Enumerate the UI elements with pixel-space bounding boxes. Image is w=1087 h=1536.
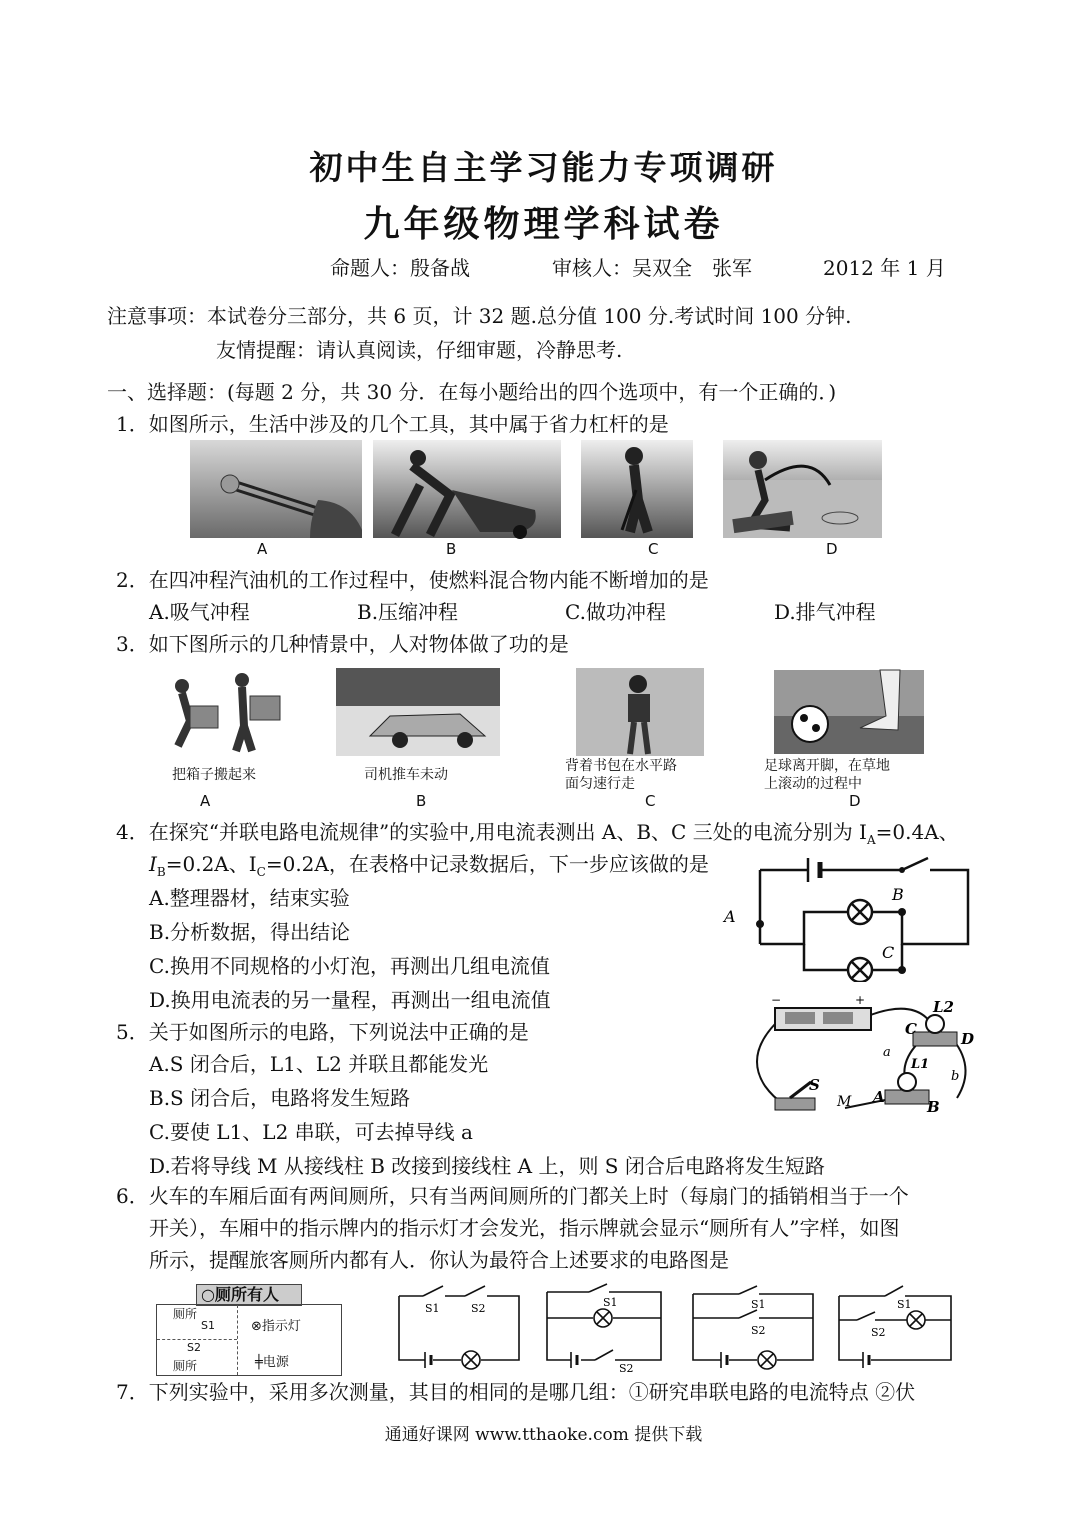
q4-circuit-label-b: B [892,885,904,904]
q6-line1: 6．火车的车厢后面有两间厕所，只有当两间厕所的门都关上时（每扇门的插销相当于一个 [116,1184,909,1208]
q6-battery-icon: ╪ [255,1355,263,1370]
q4-option-a: A.整理器材，结束实验 [149,886,350,910]
q4-value-c: =0.2A，在表格中记录数据后，下一步应该做的是 [265,852,709,876]
q3-label-d: D [849,792,861,810]
q6-sign-label-s2: S2 [187,1341,201,1354]
notice-line1: 注意事项：本试卷分三部分，共 6 页，计 32 题.总分值 100 分.考试时间 100 分钟. [107,304,852,328]
q3-caption-d1: 足球离开脚，在草地 [764,758,890,774]
section-heading: 一、选择题：(每题 2 分，共 30 分．在每小题给出的四个选项中，有一个正确的．) [107,380,837,404]
q4-i-letter: I [149,852,157,876]
q6-circuit-options [395,1282,955,1374]
q5-option-b: B.S 闭合后，电路将发生短路 [149,1086,411,1110]
q4-value-a: =0.4A、 [875,820,959,844]
q4-stem-text: 4．在探究“并联电路电流规律”的实验中,用电流表测出 A、B、C 三处的电流分别为 I [116,820,867,844]
q5-label-l2: L2 [933,998,954,1016]
exam-title-line1: 初中生自主学习能力专项调研 [309,148,778,187]
q1-label-a: A [257,540,268,558]
q4-stem-line1 [116,816,959,847]
q4-sub-a: A [866,833,876,847]
q4-option-d: D.换用电流表的另一量程，再测出一组电流值 [149,988,551,1012]
q5-option-a: A.S 闭合后，L1、L2 并联且都能发光 [149,1052,489,1076]
q3-scenes-image [160,666,930,758]
q2-option-d: D.排气冲程 [774,600,876,624]
q6-c-s2: S2 [751,1324,766,1337]
q5-label-c: C [905,1020,917,1038]
q6-sign-title-text: 厕所有人 [214,1285,279,1304]
q2-option-b: B.压缩冲程 [357,600,459,624]
q5-label-m: M [837,1094,852,1110]
q2-stem: 2．在四冲程汽油机的工作过程中，使燃料混合物内能不断增加的是 [116,568,709,592]
q5-label-terminal-a: A [873,1088,885,1106]
q6-sign-lamp-label: 指示灯 [261,1319,301,1334]
q4-sub-b: B [156,865,166,879]
q5-label-minus: − [771,996,782,1007]
q1-label-c: C [648,540,659,558]
q2-option-a: A.吸气冲程 [149,600,250,624]
page-footer: 通通好课网 www.tthaoke.com 提供下载 [384,1425,703,1445]
q3-stem: 3．如下图所示的几种情景中，人对物体做了功的是 [116,632,569,656]
q6-sign-circle-icon: ○ [201,1285,215,1304]
q6-sign-label-s1: S1 [201,1319,215,1332]
exam-date: 2012 年 1 月 [823,256,946,280]
q3-label-c: C [645,792,656,810]
q3-label-a: A [200,792,211,810]
q6-sign-lamp [251,1315,301,1334]
q3-caption-b: 司机推车未动 [364,767,448,783]
q5-option-d: D.若将导线 M 从接线柱 B 改接到接线柱 A 上，则 S 闭合后电路将发生短路 [149,1154,825,1178]
q3-caption-c2: 面匀速行走 [565,776,635,792]
q5-option-c: C.要使 L1、L2 串联，可去掉导线 a [149,1120,473,1144]
q6-line2: 开关），车厢中的指示牌内的指示灯才会发光，指示牌就会显示“厕所有人”字样，如图 [149,1216,900,1240]
q4-circuit-label-a: A [724,907,736,926]
q2-option-c: C.做功冲程 [565,600,666,624]
q5-label-plus: + [855,996,866,1007]
q4-stem-line2 [149,848,709,879]
q6-c-s1: S1 [751,1298,766,1311]
q6-a-s1: S1 [425,1302,440,1315]
q6-b-s1: S1 [603,1296,618,1309]
q6-b-s2: S2 [619,1362,634,1374]
q5-label-terminal-b: B [927,1098,940,1116]
q6-sign-label-toilet1: 厕所 [173,1307,198,1321]
exam-title-line2: 九年级物理学科试卷 [363,203,724,245]
q4-option-c: C.换用不同规格的小灯泡，再测出几组电流值 [149,954,550,978]
q1-stem: 1．如图所示，生活中涉及的几个工具，其中属于省力杠杆的是 [116,412,669,436]
q3-caption-c1: 背着书包在水平路 [565,758,677,774]
reviewer: 审核人：吴双全 张军 [552,256,752,280]
q6-sign-title [196,1284,302,1306]
q3-caption-a: 把箱子搬起来 [172,767,256,783]
q5-label-l1: L1 [911,1057,930,1072]
q6-a-s2: S2 [471,1302,486,1315]
q7-stem: 7．下列实验中，采用多次测量，其目的相同的是哪几组：①研究串联电路的电流特点 ②伏 [116,1380,916,1404]
q3-caption-d2: 上滚动的过程中 [764,776,862,792]
q1-label-d: D [826,540,838,558]
q5-label-wire-a: a [883,1045,891,1060]
q3-label-b: B [416,792,427,810]
q4-sub-c: C [256,865,266,879]
q4-value-b: =0.2A、I [165,852,257,876]
q4-option-b: B.分析数据，得出结论 [149,920,351,944]
q6-lamp-icon: ⊗ [251,1319,262,1334]
q5-stem: 5．关于如图所示的电路，下列说法中正确的是 [116,1020,529,1044]
q6-d-s1: S1 [897,1298,912,1311]
q4-circuit-label-c: C [882,943,895,962]
q6-sign-power [255,1351,289,1370]
q1-tools-image [190,440,882,558]
q6-line3: 所示，提醒旅客厕所内都有人．你认为最符合上述要求的电路图是 [149,1248,729,1272]
q5-label-s: S [809,1076,820,1094]
q6-sign [156,1284,342,1376]
q5-circuit-diagram [745,996,985,1120]
q1-label-b: B [446,540,457,558]
q4-circuit-diagram [720,852,980,982]
author: 命题人：殷备战 [330,256,470,280]
notice-line2: 友情提醒：请认真阅读，仔细审题，冷静思考. [216,338,623,362]
q6-sign-body [156,1304,342,1376]
q5-label-d: D [961,1030,975,1048]
q5-label-wire-b: b [951,1069,960,1084]
q6-sign-label-toilet2: 厕所 [173,1359,198,1373]
q6-sign-power-label: 电源 [262,1355,289,1370]
q6-d-s2: S2 [871,1326,886,1339]
